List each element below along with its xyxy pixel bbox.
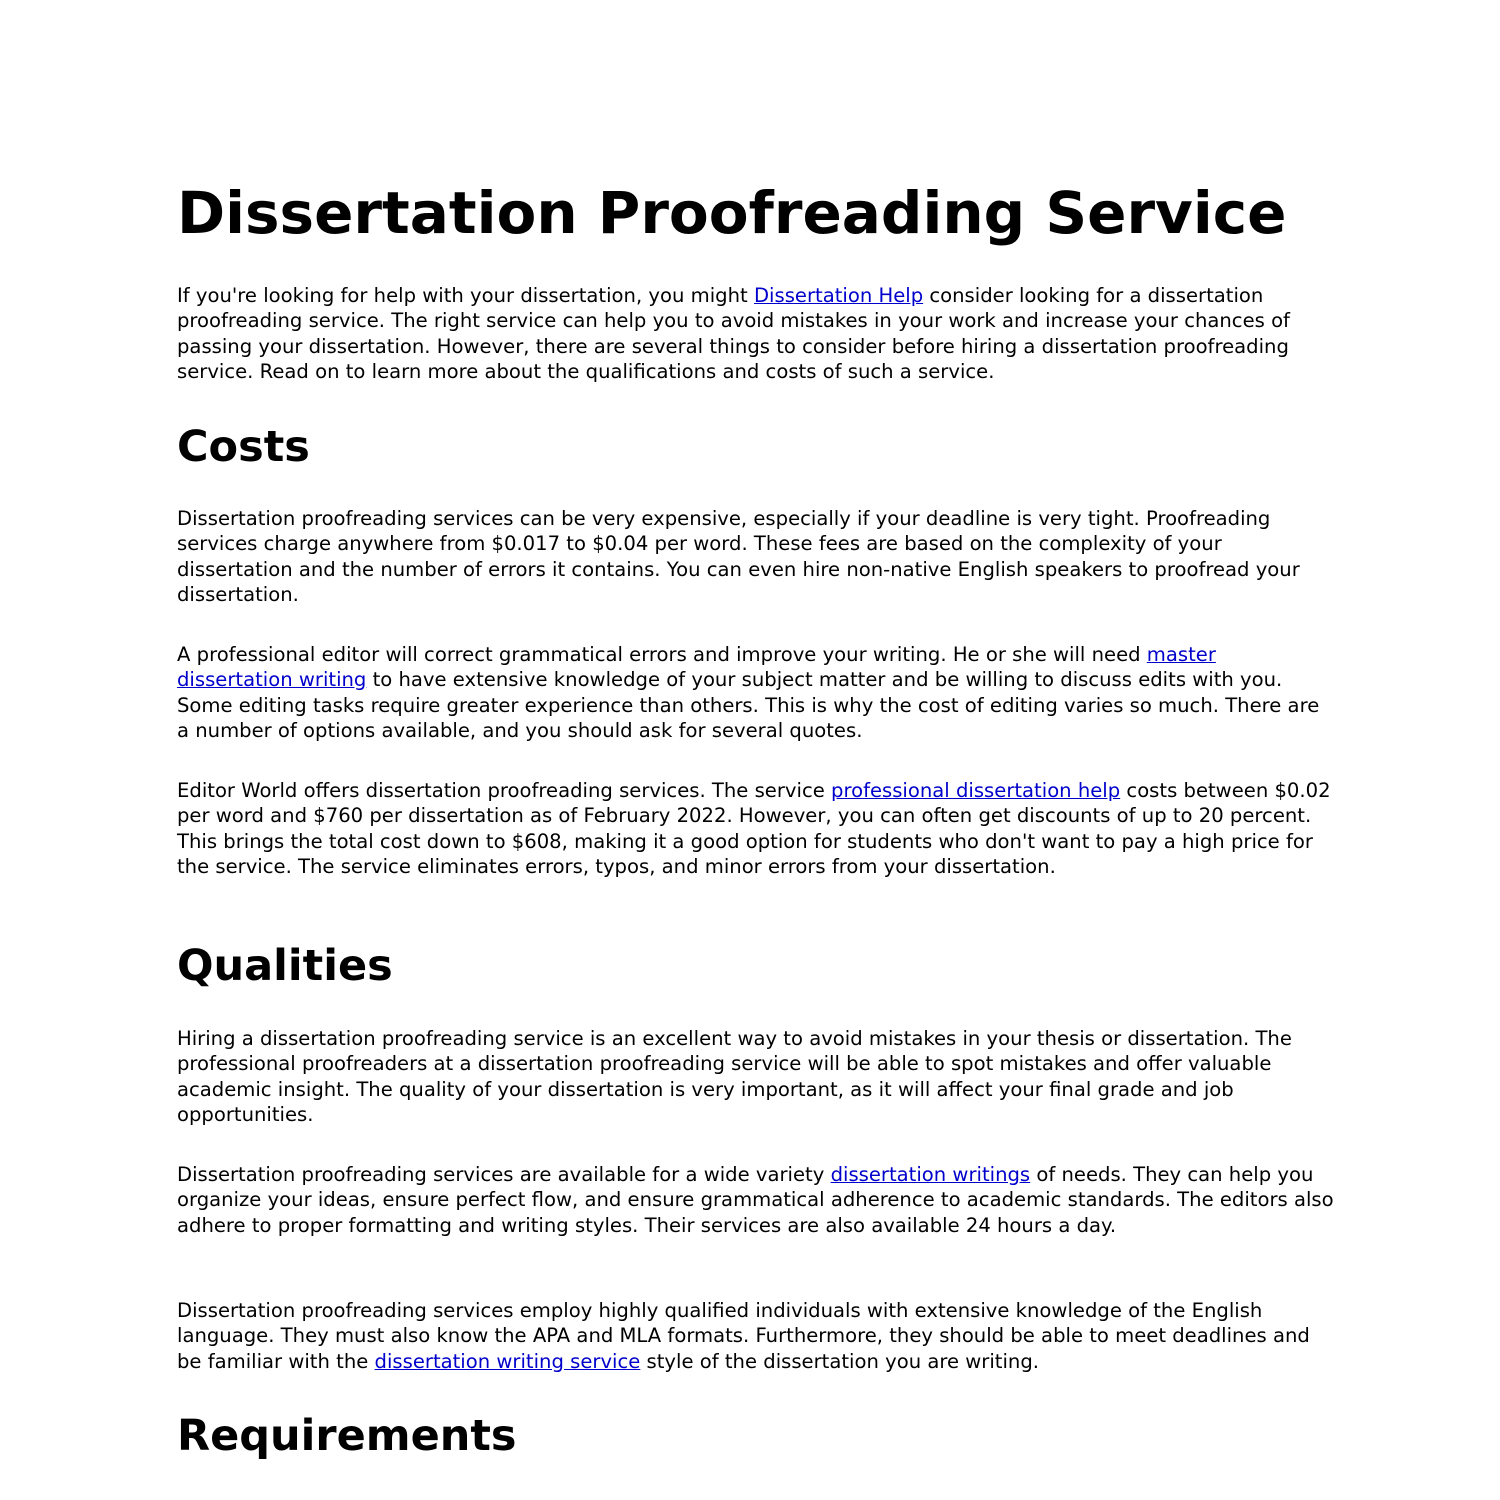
- text: Editor World offers dissertation proofreading services. The service: [177, 779, 832, 802]
- text: to have extensive knowledge of your subject matter and be willing to discuss edits with you. Some editing tasks require greater experience than others. This is why the cost of editing varies so much. There are a number of options available, and you should ask for several quotes.: [177, 668, 1320, 742]
- page-title: Dissertation Proofreading Service: [177, 179, 1287, 247]
- text: costs between $0.02 per word and $760 per dissertation as of February 2022. However, you can often get discounts of up to 20 percent. This brings the total cost down to $608, making it a good option for students who don't want to pay a high price for the service. The service eliminates errors, typos, and minor errors from your dissertation.: [177, 779, 1331, 878]
- text: Dissertation proofreading services employ highly qualified individuals with extensive knowledge of the English language. They must also know the APA and MLA formats. Furthermore, they should be able to meet deadlines and be familiar with the: [177, 1299, 1310, 1373]
- costs-paragraph-3: [177, 778, 1337, 879]
- requirements-heading: Requirements: [177, 1411, 517, 1461]
- costs-paragraph-1: Dissertation proofreading services can be very expensive, especially if your deadline is very tight. Proofreading services charge anywhere from $0.017 to $0.04 per word. These fees are based on the complexity of your dissertation and the number of errors it contains. You can even hire non-native English speakers to proofread your dissertation.: [177, 507, 1300, 606]
- text: A professional editor will correct grammatical errors and improve your writing. He or she will need: [177, 643, 1147, 666]
- dissertation-help-link[interactable]: Dissertation Help: [753, 284, 924, 307]
- master-dissertation-writing-link[interactable]: master dissertation writing: [177, 643, 1216, 692]
- qualities-paragraph-3: [177, 1298, 1337, 1374]
- qualities-paragraph-2: [177, 1162, 1337, 1238]
- professional-dissertation-help-link[interactable]: professional dissertation help: [831, 779, 1121, 802]
- costs-heading: Costs: [177, 422, 310, 472]
- qualities-paragraph-1: Hiring a dissertation proofreading service is an excellent way to avoid mistakes in your thesis or dissertation. The professional proofreaders at a dissertation proofreading service will be able to spot mistakes and offer valuable academic insight. The quality of your dissertation is very important, as it will affect your final grade and job opportunities.: [177, 1027, 1292, 1126]
- dissertation-writings-link[interactable]: dissertation writings: [830, 1163, 1031, 1186]
- text: Dissertation proofreading services are available for a wide variety: [177, 1163, 831, 1186]
- text: of needs. They can help you organize your ideas, ensure perfect flow, and ensure grammatical adherence to academic standards. The editors also adhere to proper formatting and writing styles. Their services are also available 24 hours a day.: [177, 1163, 1334, 1237]
- text: If you're looking for help with your dissertation, you might: [177, 284, 754, 307]
- intro-paragraph: [177, 283, 1337, 384]
- qualities-heading: Qualities: [177, 941, 393, 991]
- dissertation-writing-service-link[interactable]: dissertation writing service: [374, 1349, 641, 1373]
- text: style of the dissertation you are writing.: [640, 1349, 1039, 1373]
- text: consider looking for a dissertation proofreading service. The right service can help you to avoid mistakes in your work and increase your chances of passing your dissertation. However, there are several things to consider before hiring a dissertation proofreading service. Read on to learn more about the qualifications and costs of such a service.: [177, 284, 1290, 383]
- costs-paragraph-2: [177, 642, 1337, 743]
